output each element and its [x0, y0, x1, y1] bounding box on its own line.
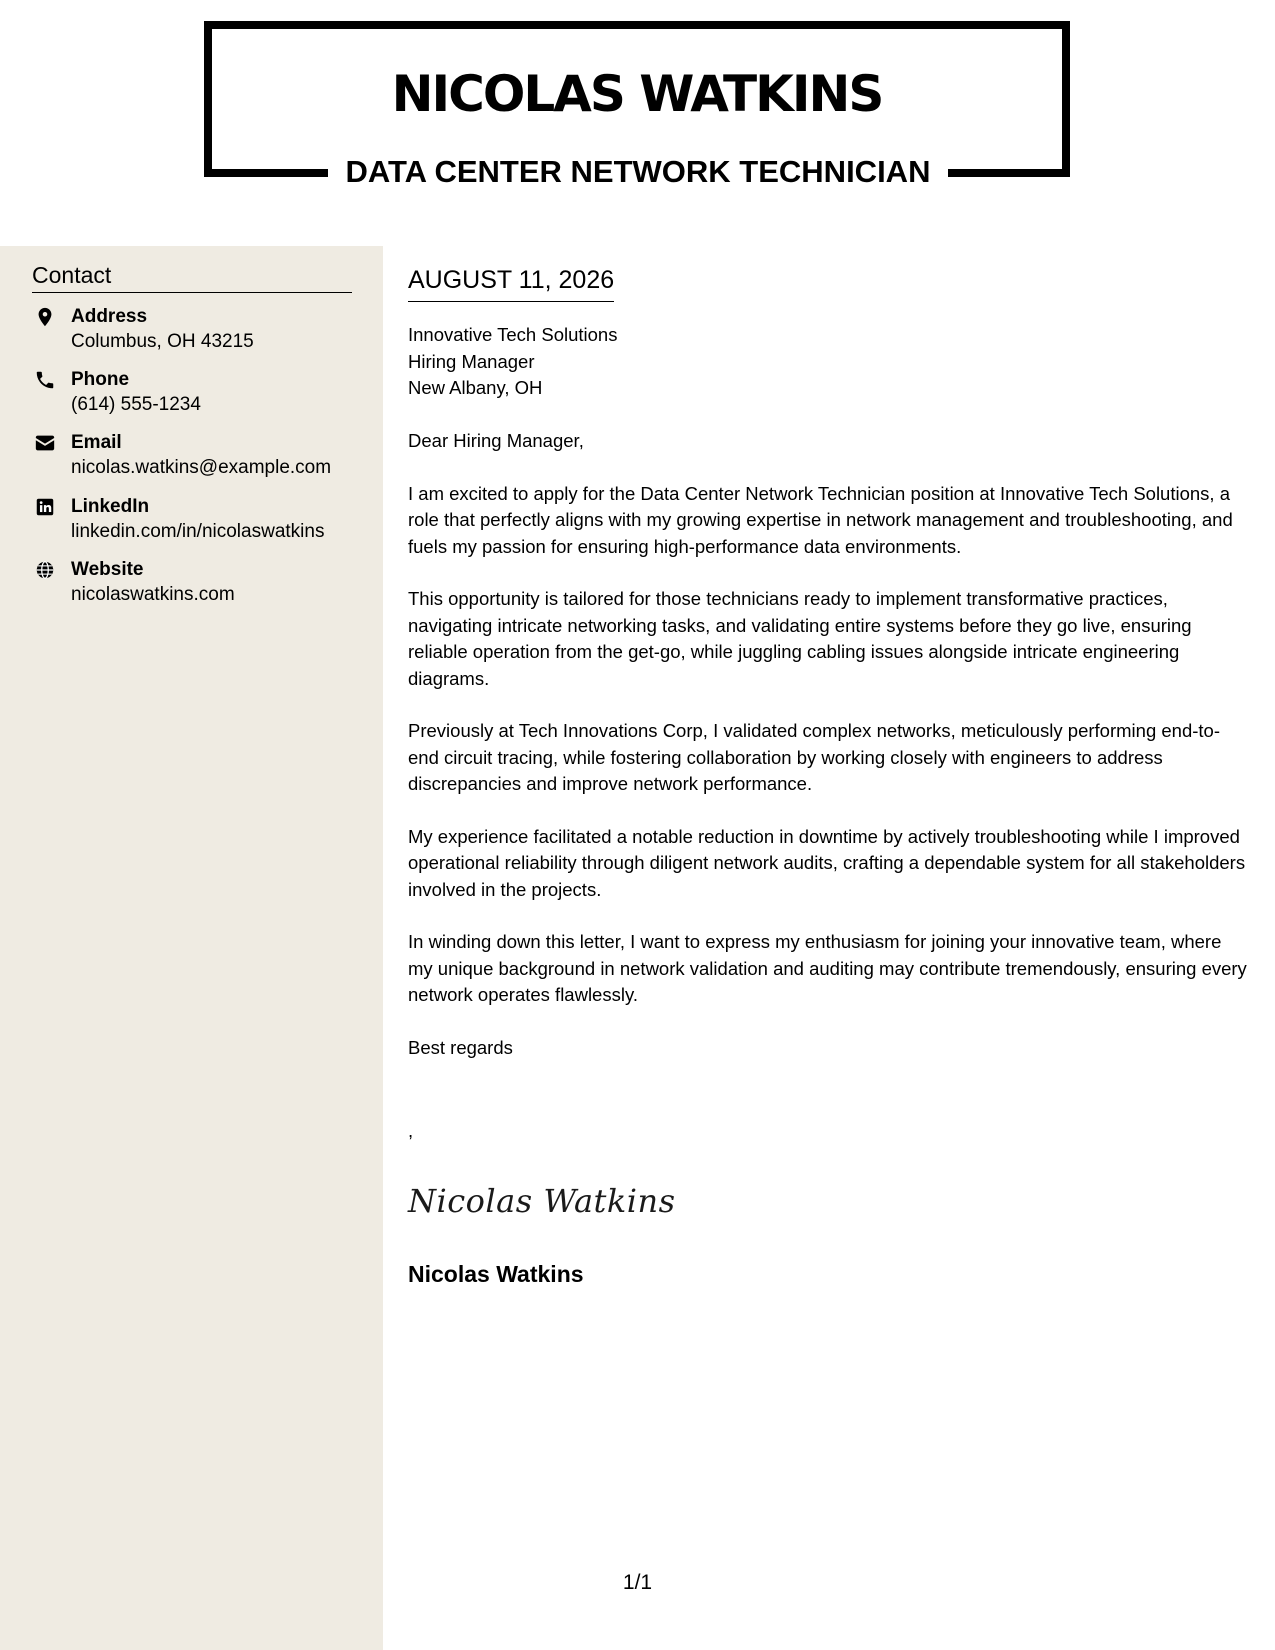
- letter-paragraph: In winding down this letter, I want to express my enthusiasm for joining your innovative team, where my unique background in network validation and auditing may contribute tremendously, ensuring every network operates flawlessly.: [408, 931, 1247, 1005]
- contact-phone-value: (614) 555-1234: [71, 394, 201, 415]
- contact-email-value[interactable]: nicolas.watkins@example.com: [71, 457, 332, 478]
- recipient-location: New Albany, OH: [408, 377, 543, 398]
- header-frame-bottom-right: [948, 169, 1070, 177]
- envelope-icon: [34, 432, 56, 454]
- map-pin-icon: [34, 306, 56, 328]
- applicant-name: NICOLAS WATKINS: [391, 65, 883, 123]
- contact-heading: Contact: [32, 260, 352, 293]
- signer-name: Nicolas Watkins: [408, 1261, 584, 1287]
- globe-icon: [34, 559, 56, 581]
- contact-linkedin-value[interactable]: linkedin.com/in/nicolaswatkins: [71, 521, 325, 542]
- job-title: DATA CENTER NETWORK TECHNICIAN: [340, 152, 936, 192]
- contact-website-label: Website: [71, 559, 144, 580]
- contact-phone-label: Phone: [71, 369, 130, 390]
- phone-icon: [34, 369, 56, 391]
- salutation: Dear Hiring Manager,: [408, 430, 584, 451]
- letter-paragraph: This opportunity is tailored for those technicians ready to implement transformative practices, navigating intricate networking tasks, and validating entire systems before they go live, ensuring reliable operation from the get-go, while juggling cabling issues alongside intricate engineering diagrams.: [408, 588, 1192, 689]
- signature-image: [406, 1172, 676, 1232]
- letter-paragraph: Previously at Tech Innovations Corp, I validated complex networks, meticulously performing end-to-end circuit tracing, while fostering collaboration by working closely with engineers to address discrepancies and improve network performance.: [408, 720, 1220, 794]
- letter-date: AUGUST 11, 2026: [408, 264, 614, 302]
- letter-paragraph: My experience facilitated a notable reduction in downtime by actively troubleshooting while I improved operational reliability through diligent network audits, crafting a dependable system for all stakeholders involved in the projects.: [408, 825, 1246, 900]
- closing-comma: ,: [408, 1120, 414, 1141]
- signature-text: Nicolas Watkins: [408, 1182, 676, 1220]
- contact-email-label: Email: [71, 432, 122, 453]
- contact-website-value[interactable]: nicolaswatkins.com: [71, 584, 235, 605]
- contact-address-label: Address: [71, 306, 148, 327]
- page-number: 1/1: [622, 1571, 653, 1594]
- linkedin-icon: [34, 496, 56, 518]
- recipient-block: [408, 322, 617, 402]
- closing: Best regards: [408, 1036, 513, 1058]
- contact-address-value: Columbus, OH 43215: [71, 331, 254, 352]
- recipient-company: Innovative Tech Solutions: [408, 324, 618, 345]
- header-frame-bottom-left: [204, 169, 328, 177]
- letter-body: [408, 428, 1248, 1087]
- contact-linkedin-label: LinkedIn: [71, 496, 150, 517]
- recipient-role: Hiring Manager: [408, 350, 535, 372]
- letter-paragraph: I am excited to apply for the Data Center Network Technician position at Innovative Tech Solutions, a role that perfectly aligns with my growing expertise in network management and troubleshooting, and fuels my passion for ensuring high-performance data environments.: [408, 482, 1233, 557]
